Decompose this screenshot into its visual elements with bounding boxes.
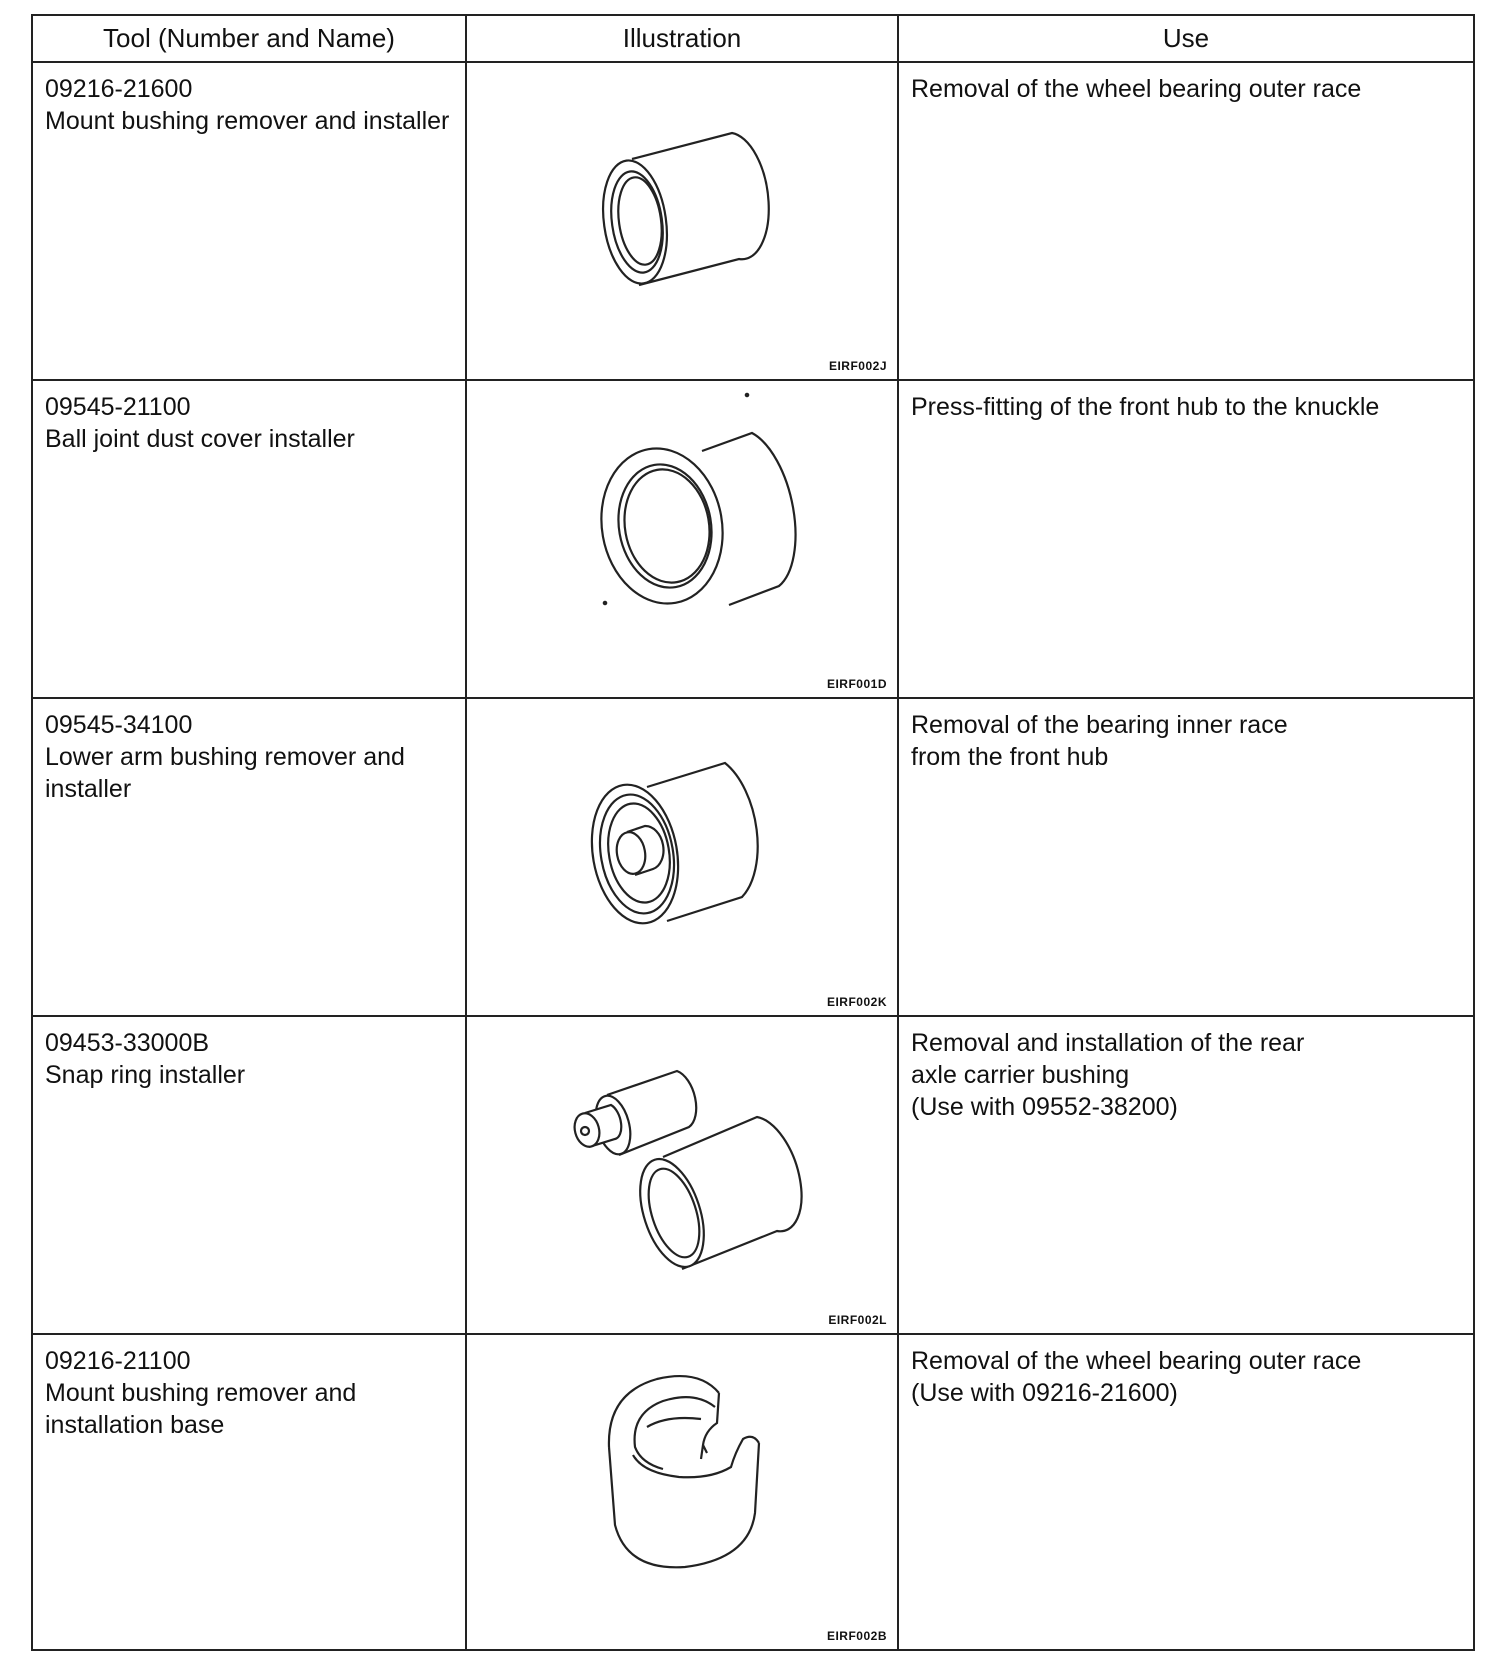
illustration-cell	[466, 380, 898, 698]
use-line: axle carrier bushing	[911, 1061, 1130, 1089]
figure-code: EIRF002L	[828, 1313, 887, 1327]
tool-cell	[32, 698, 466, 1016]
tool-name: Mount bushing remover and installer	[45, 107, 450, 135]
table-row	[32, 380, 1474, 698]
illustration-cell	[466, 698, 898, 1016]
tool-name: Ball joint dust cover installer	[45, 425, 355, 453]
use-line: (Use with 09552-38200)	[911, 1093, 1178, 1121]
table-header-row	[32, 15, 1474, 62]
header-use: Use	[898, 15, 1474, 62]
use-line: (Use with 09216-21600)	[911, 1379, 1178, 1407]
tool-cell	[32, 1016, 466, 1334]
tool-number: 09216-21100	[45, 1347, 191, 1375]
flanged-sleeve-tool-icon	[467, 381, 897, 697]
tool-cell	[32, 380, 466, 698]
slotted-base-tool-icon	[467, 1335, 897, 1651]
table-row	[32, 1334, 1474, 1650]
use-cell	[898, 380, 1474, 698]
use-line: from the front hub	[911, 743, 1109, 771]
tool-number: 09545-34100	[45, 711, 193, 739]
use-line: Removal of the bearing inner race	[911, 711, 1288, 739]
tool-cell	[32, 1334, 466, 1650]
use-line: Removal and installation of the rear	[911, 1029, 1305, 1057]
tool-number: 09545-21100	[45, 393, 191, 421]
table-row	[32, 1016, 1474, 1334]
figure-code: EIRF002J	[828, 359, 887, 373]
figure-code: EIRF001D	[826, 677, 887, 691]
use-cell	[898, 1016, 1474, 1334]
illustration-cell	[466, 1334, 898, 1650]
sleeve-with-pilot-tool-icon	[467, 699, 897, 1015]
use-line: Removal of the wheel bearing outer race	[911, 75, 1362, 103]
use-cell	[898, 62, 1474, 380]
use-cell	[898, 698, 1474, 1016]
header-tool: Tool (Number and Name)	[32, 15, 466, 62]
special-tools-table	[31, 14, 1475, 1651]
two-piece-installer-tool-icon	[467, 1017, 897, 1333]
table-row	[32, 698, 1474, 1016]
use-line: Removal of the wheel bearing outer race	[911, 1347, 1362, 1375]
use-cell	[898, 1334, 1474, 1650]
illustration-cell	[466, 1016, 898, 1334]
figure-code: EIRF002B	[826, 1629, 887, 1643]
tool-number: 09453-33000B	[45, 1029, 210, 1057]
illustration-cell	[466, 62, 898, 380]
tool-cell	[32, 62, 466, 380]
tool-name: Mount bushing remover and installation base	[45, 1379, 357, 1439]
tool-name: Snap ring installer	[45, 1061, 246, 1089]
figure-code: EIRF002K	[826, 995, 887, 1009]
tool-name: Lower arm bushing remover and installer	[45, 743, 405, 803]
use-line: Press-fitting of the front hub to the knuckle	[911, 393, 1380, 421]
table-row	[32, 62, 1474, 380]
tool-number: 09216-21600	[45, 75, 193, 103]
stepped-bushing-tool-icon	[467, 63, 897, 379]
header-illustration: Illustration	[466, 15, 898, 62]
